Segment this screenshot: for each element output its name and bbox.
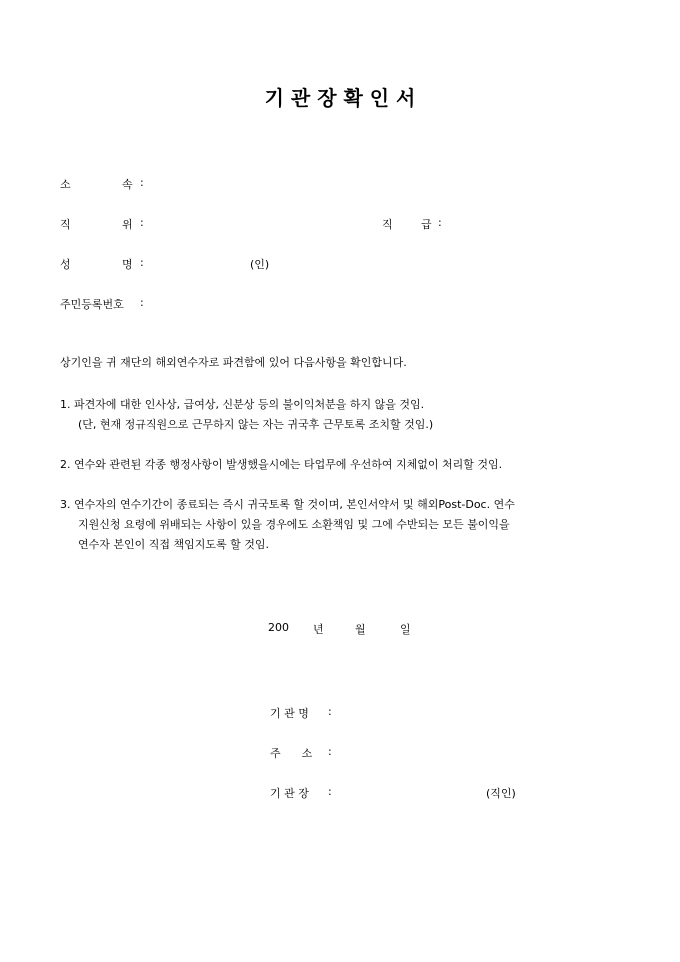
rank-colon: : — [438, 216, 442, 229]
item-3-line-2: 지원신청 요령에 위배되는 사항이 있을 경우에도 소환책임 및 그에 수반되는 모든 불이익을 — [78, 518, 510, 531]
institution-name-label: 기 관 명 — [270, 707, 309, 720]
name-label-1: 성 — [60, 258, 71, 271]
affiliation-label-1: 소 — [60, 178, 71, 191]
document-title: 기 관 장 확 인 서 — [264, 86, 416, 110]
rank-label-1: 직 — [382, 218, 393, 231]
resident-number-label: 주민등록번호 — [60, 298, 124, 311]
item-1-line-2: (단, 현재 정규직원으로 근무하지 않는 자는 귀국후 근무토록 조치할 것임.) — [78, 418, 434, 431]
item-1-line-1: 1. 파견자에 대한 인사상, 급여상, 신분상 등의 불이익처분을 하지 않을 것임. — [60, 398, 425, 411]
date-day-unit: 일 — [400, 623, 411, 636]
item-2-line-1: 2. 연수와 관련된 각종 행정사항이 발생했을시에는 타업무에 우선하여 지체없이 처리할 것임. — [60, 458, 503, 471]
head-colon: : — [328, 785, 332, 798]
institution-name-colon: : — [328, 705, 332, 718]
date-year: 200 — [268, 621, 289, 634]
affiliation-label-2: 속 — [122, 178, 133, 191]
affiliation-colon: : — [140, 176, 144, 189]
position-label-1: 직 — [60, 218, 71, 231]
item-3-line-3: 연수자 본인이 직접 책임지도록 할 것임. — [78, 538, 269, 551]
date-year-unit: 년 — [313, 623, 324, 636]
head-label: 기 관 장 — [270, 787, 309, 800]
name-label-2: 명 — [122, 258, 133, 271]
item-3-line-1: 3. 연수자의 연수기간이 종료되는 즉시 귀국토록 할 것이며, 본인서약서 및 해외Post-Doc. 연수 — [60, 498, 515, 511]
address-colon: : — [328, 745, 332, 758]
name-seal: (인) — [250, 258, 270, 271]
intro-text: 상기인을 귀 재단의 해외연수자로 파견함에 있어 다음사항을 확인합니다. — [60, 356, 407, 369]
name-colon: : — [140, 256, 144, 269]
address-label: 주 소 — [270, 747, 313, 760]
head-seal: (직인) — [486, 787, 516, 800]
position-colon: : — [140, 216, 144, 229]
position-label-2: 위 — [122, 218, 133, 231]
rank-label-2: 급 — [421, 218, 432, 231]
date-month-unit: 월 — [355, 623, 366, 636]
resident-number-colon: : — [140, 296, 144, 309]
